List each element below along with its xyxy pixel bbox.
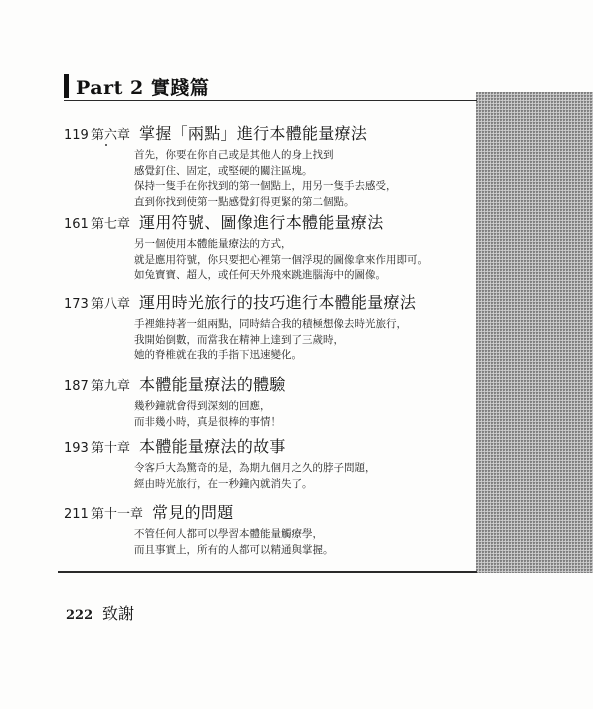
summary-line: 她的脊椎就在我的手指下迅速變化。 bbox=[134, 349, 302, 361]
part-title: Part 2 實踐篇 bbox=[76, 76, 210, 99]
toc-chapter-number: 第七章 bbox=[91, 217, 131, 232]
toc-chapter-summary bbox=[134, 399, 476, 430]
halftone-side-strip bbox=[476, 92, 593, 573]
toc-entry-chapter-7 bbox=[64, 210, 476, 284]
summary-line: 經由時光旅行，在一秒鐘內就消失了。 bbox=[134, 477, 313, 490]
toc-entry-chapter-11 bbox=[64, 500, 476, 558]
summary-line: 不管任何人都可以學習本體能量觸療學， bbox=[134, 528, 323, 540]
toc-chapter-summary bbox=[134, 317, 476, 364]
toc-entry-chapter-9 bbox=[64, 372, 476, 430]
toc-entry-head bbox=[64, 290, 476, 313]
toc-page-number: 222 bbox=[66, 608, 94, 623]
summary-line: 而且事實上，所有的人都可以精通與掌握。 bbox=[134, 543, 334, 556]
toc-chapter-title: 運用時光旅行的技巧進行本體能量療法 bbox=[139, 293, 417, 312]
summary-line: 感覺釘住、固定，或堅硬的關注區塊。 bbox=[134, 164, 313, 177]
toc-page-number: 173 bbox=[64, 297, 89, 312]
summary-line: 就是應用符號，你只要把心裡第一個浮現的圖像拿來作用即可。 bbox=[134, 253, 428, 266]
toc-chapter-summary bbox=[134, 461, 476, 492]
toc-page-number: 193 bbox=[64, 441, 89, 456]
toc-chapter-summary bbox=[134, 527, 476, 558]
toc-entry-chapter-10 bbox=[64, 434, 476, 492]
summary-line: 保持一隻手在你找到的第一個點上，用另一隻手去感受， bbox=[134, 180, 397, 192]
toc-entry-head bbox=[64, 210, 476, 233]
toc-entry-head bbox=[64, 121, 476, 144]
toc-chapter-number: 第六章 bbox=[91, 128, 131, 143]
toc-entry-title: 致謝 bbox=[102, 604, 135, 623]
toc-entry-chapter-8 bbox=[64, 290, 476, 364]
toc-chapter-summary bbox=[134, 148, 476, 210]
summary-line: 首先，你要在你自己或是其他人的身上找到 bbox=[134, 149, 334, 161]
summary-line: 如兔寶寶、超人，或任何天外飛來跳進腦海中的圖像。 bbox=[134, 269, 386, 281]
toc-entry-head bbox=[64, 500, 476, 523]
toc-chapter-title: 本體能量療法的體驗 bbox=[139, 375, 286, 394]
toc-entry-head bbox=[64, 434, 476, 457]
toc-chapter-title: 常見的問題 bbox=[152, 503, 234, 522]
summary-line: 幾秒鐘就會得到深刻的回應， bbox=[134, 400, 271, 412]
summary-line: 令客戶大為驚奇的是，為期九個月之久的脖子問題， bbox=[134, 462, 376, 474]
part-heading bbox=[64, 74, 209, 98]
toc-page-number: 161 bbox=[64, 217, 89, 232]
toc-page-number: 187 bbox=[64, 379, 89, 394]
toc-entry-acknowledgements bbox=[66, 601, 134, 624]
toc-chapter-number: 第十章 bbox=[91, 441, 131, 456]
summary-line: 而非幾小時，真是很棒的事情！ bbox=[134, 415, 281, 428]
toc-chapter-number: 第八章 bbox=[91, 297, 131, 312]
toc-chapter-number: 第十一章 bbox=[91, 507, 144, 522]
summary-line: 直到你找到使第一點感覺釘得更緊的第二個點。 bbox=[134, 195, 355, 208]
bottom-divider bbox=[58, 571, 477, 573]
summary-line: 另一個使用本體能量療法的方式， bbox=[134, 238, 292, 250]
toc-chapter-title: 本體能量療法的故事 bbox=[139, 437, 286, 456]
summary-line: 手裡維持著一組兩點，同時結合我的積極想像去時光旅行， bbox=[134, 318, 407, 330]
toc-page-number: 211 bbox=[64, 507, 89, 522]
toc-page-number: 119 bbox=[64, 128, 89, 143]
toc-entry-head bbox=[64, 372, 476, 395]
toc-entry-chapter-6 bbox=[64, 121, 476, 210]
toc-chapter-summary bbox=[134, 237, 476, 284]
summary-line: 我開始倒數，而當我在精神上達到了三歲時， bbox=[134, 333, 344, 346]
part-heading-bar bbox=[64, 74, 69, 98]
part-divider bbox=[64, 100, 477, 101]
toc-chapter-number: 第九章 bbox=[91, 379, 131, 394]
toc-chapter-title: 運用符號、圖像進行本體能量療法 bbox=[139, 213, 384, 232]
toc-chapter-title: 掌握「兩點」進行本體能量療法 bbox=[139, 124, 368, 143]
